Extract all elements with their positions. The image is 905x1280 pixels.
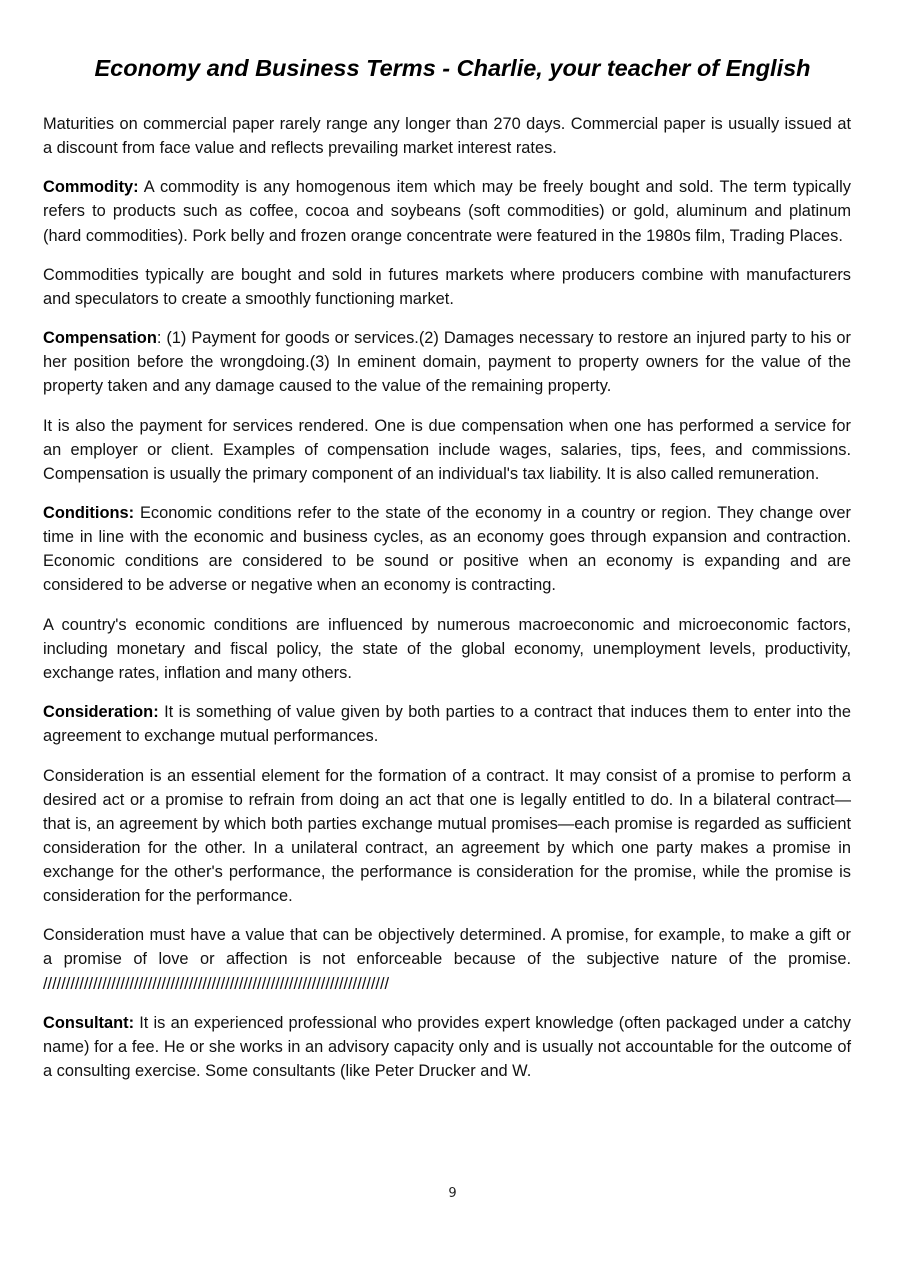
paragraph-commercial-paper (43, 112, 851, 160)
paragraph-commodity (43, 175, 851, 247)
paragraph-commodities-markets (43, 263, 851, 311)
document-body (43, 112, 851, 1098)
paragraph-text: A commodity is any homogenous item which may be freely bought and sold. The term typically refers to products such as coffee, cocoa and soybeans (soft commodities) or gold, aluminum and platinum (hard commodities). Pork belly and frozen orange concentrate were featured in the 1980s film, Trading Places. (43, 178, 851, 245)
paragraph-text: Economic conditions refer to the state of the economy in a country or region. They change over time in line with the economic and business cycles, as an economy goes through expansion and contraction. Economic conditions are considered to be sound or positive when an economy is expanding and are considered to be adverse or negative when an economy is contracting. (43, 504, 851, 595)
term-commodity: Commodity: (43, 178, 139, 197)
page-title: Economy and Business Terms - Charlie, your teacher of English (94, 55, 811, 81)
paragraph-consultant (43, 1011, 851, 1083)
paragraph-text: It is an experienced professional who provides expert knowledge (often packaged under a catchy name) for a fee. He or she works in an advisory capacity only and is usually not accountable for the outcome of a consulting exercise. Some consultants (like Peter Drucker and W. (43, 1013, 851, 1080)
paragraph-text: Commodities typically are bought and sold in futures markets where producers combine with manufacturers and speculators to create a smoothly functioning market. (43, 265, 851, 308)
paragraph-economic-factors (43, 613, 851, 685)
paragraph-compensation (43, 326, 851, 398)
term-conditions: Conditions: (43, 504, 135, 523)
paragraph-text: Consideration must have a value that can be objectively determined. A promise, for example, to make a gift or a promise of love or affection is not enforceable because of the subjective nature of the promise. //////////////////////////////////////////////////////////////////////////// (43, 926, 851, 993)
paragraph-text: It is something of value given by both parties to a contract that induces them to enter into the agreement to exchange mutual performances. (43, 703, 851, 746)
paragraph-consideration-contract (43, 764, 851, 909)
term-consideration: Consideration: (43, 703, 159, 722)
paragraph-consideration-value (43, 923, 851, 995)
paragraph-text: A country's economic conditions are influenced by numerous macroeconomic and microeconomic factors, including monetary and fiscal policy, the state of the global economy, unemployment levels, productivity, exchange rates, inflation and many others. (43, 615, 851, 682)
paragraph-text: Consideration is an essential element for the formation of a contract. It may consist of a promise to perform a desired act or a promise to refrain from doing an act that one is legally entitled to do. In a bilateral contract— that is, an agreement by which both parties exchange mutual promises—each promise is regarded as sufficient consideration for the other. In a unilateral contract, an agreement by which one party makes a promise in exchange for the other's performance, the performance is consideration for the promise, while the promise is consideration for the performance. (43, 766, 851, 906)
paragraph-text: Maturities on commercial paper rarely range any longer than 270 days. Commercial paper is usually issued at a discount from face value and reflects prevailing market interest rates. (43, 115, 851, 158)
term-compensation: Compensation (43, 329, 157, 348)
page-number: 9 (448, 1186, 457, 1201)
paragraph-compensation-services (43, 414, 851, 486)
paragraph-text: : (1) Payment for goods or services.(2) Damages necessary to restore an injured party to his or her position before the wrongdoing.(3) In eminent domain, payment to property owners for the value of the property taken and any damage caused to the value of the remaining property. (43, 329, 851, 396)
paragraph-text: It is also the payment for services rendered. One is due compensation when one has performed a service for an employer or client. Examples of compensation include wages, salaries, tips, fees, and commissions. Compensation is usually the primary component of an individual's tax liability. It is also called remuneration. (43, 416, 851, 483)
term-consultant: Consultant: (43, 1013, 135, 1032)
paragraph-conditions (43, 501, 851, 597)
paragraph-consideration (43, 700, 851, 748)
